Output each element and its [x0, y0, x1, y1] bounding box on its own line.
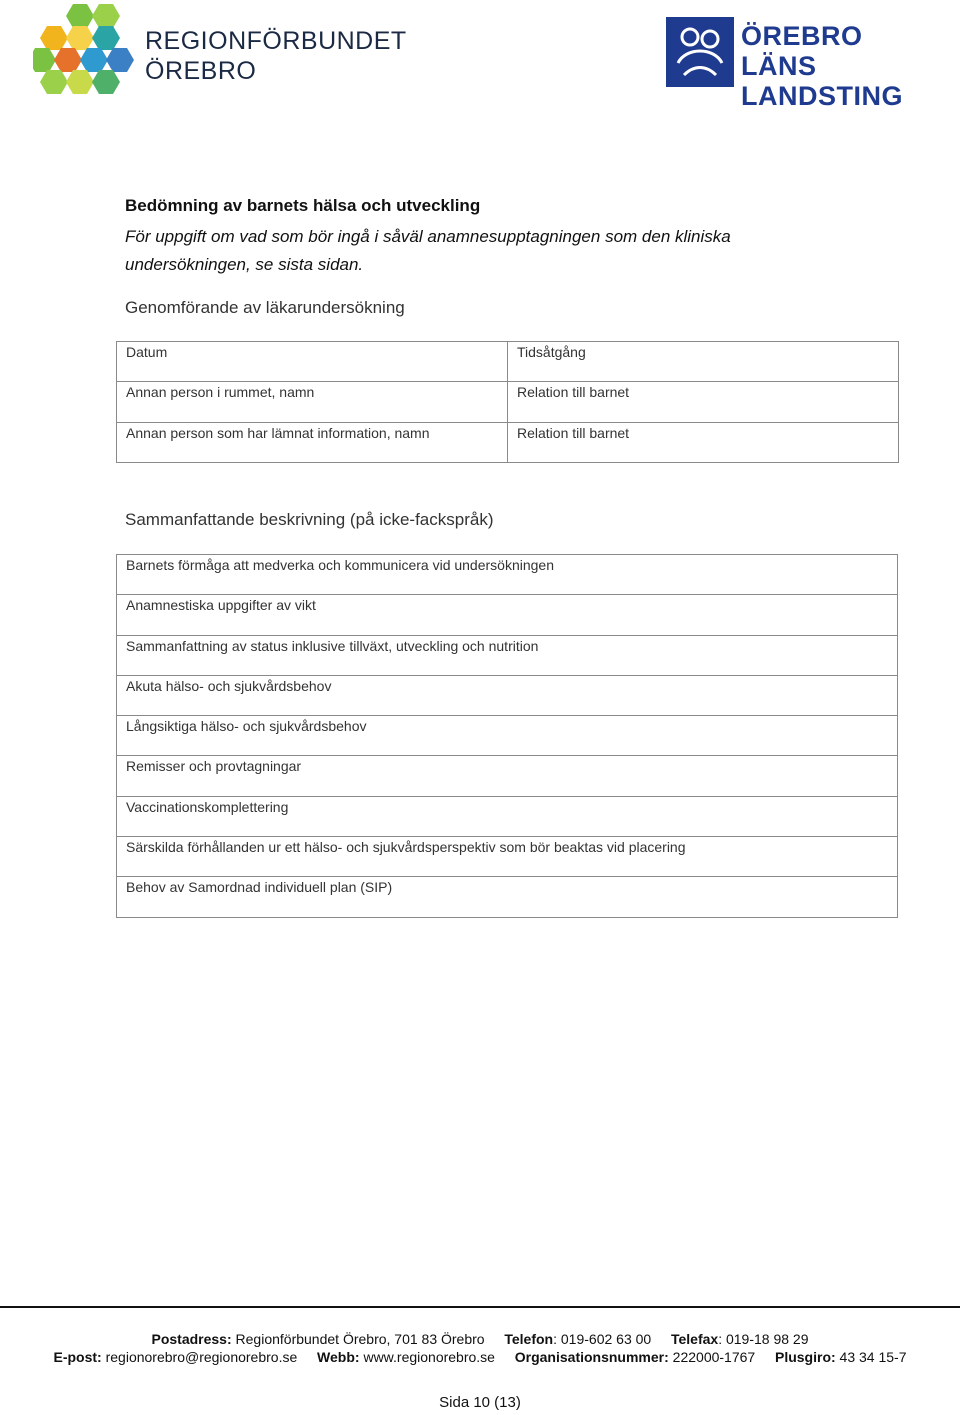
- table-row: [117, 595, 898, 635]
- form-field-relation-2[interactable]: Relation till barnet: [508, 422, 899, 462]
- table-row: [117, 877, 898, 917]
- table-row: [117, 796, 898, 836]
- form-field-relation-1[interactable]: Relation till barnet: [508, 382, 899, 422]
- form-field-vaccination[interactable]: Vaccinationskomplettering: [117, 796, 898, 836]
- intro-text: För uppgift om vad som bör ingå i såväl anamnesupptagningen som den kliniska undersökningen, se sista sidan.: [125, 227, 731, 274]
- page-number: Sida 10 (13): [439, 1394, 521, 1411]
- form-field-sarskilda-forhallanden[interactable]: Särskilda förhållanden ur ett hälso- och sjukvårdsperspektiv som bör beaktas vid placering: [117, 837, 898, 877]
- footer-orgnr-value: 222000-1767: [672, 1349, 756, 1365]
- footer-postadress-value: Regionförbundet Örebro, 701 83 Örebro: [235, 1331, 485, 1347]
- footer-webb-label: Webb:: [317, 1349, 360, 1365]
- footer-epost-label: E-post:: [53, 1349, 102, 1365]
- examination-info-table: [116, 341, 899, 463]
- orebro-lans-landsting-logo: [666, 17, 936, 111]
- form-field-status[interactable]: Sammanfattning av status inklusive tillväxt, utveckling och nutrition: [117, 635, 898, 675]
- section-title-lakarundersokning: Genomförande av läkarundersökning: [125, 298, 405, 317]
- form-field-langsiktiga-behov[interactable]: Långsiktiga hälso- och sjukvårdsbehov: [117, 716, 898, 756]
- footer-telefon-value: : 019-602 63 00: [553, 1331, 652, 1347]
- footer-orgnr-label: Organisationsnummer:: [514, 1349, 669, 1365]
- table-row: [117, 422, 899, 462]
- form-field-annan-person-namn[interactable]: Annan person i rummet, namn: [117, 382, 508, 422]
- footer-divider: [0, 1306, 960, 1308]
- footer-plusgiro-label: Plusgiro:: [774, 1349, 836, 1365]
- table-row: [117, 382, 899, 422]
- table-row: [117, 342, 899, 382]
- form-field-datum[interactable]: Datum: [117, 342, 508, 382]
- table-row: [117, 635, 898, 675]
- page-heading: Bedömning av barnets hälsa och utveckling: [125, 196, 481, 215]
- footer-epost-value[interactable]: regionorebro@regionorebro.se: [105, 1349, 298, 1365]
- footer-plusgiro-value: 43 34 15-7: [839, 1349, 907, 1365]
- form-field-informant-namn[interactable]: Annan person som har lämnat information, namn: [117, 422, 508, 462]
- form-field-tidsatgang[interactable]: Tidsåtgång: [508, 342, 899, 382]
- summary-table: [116, 554, 898, 918]
- footer-contact-line: [0, 1331, 960, 1347]
- regionforbundet-logo: [33, 2, 407, 98]
- form-field-medverkan[interactable]: Barnets förmåga att medverka och kommunicera vid undersökningen: [117, 555, 898, 595]
- footer-telefax-label: Telefax: [670, 1331, 719, 1347]
- landsting-emblem-icon: [666, 17, 734, 87]
- landsting-wordmark: ÖREBRO LÄNS LANDSTING: [741, 21, 903, 111]
- regionforbundet-wordmark: REGIONFÖRBUNDET ÖREBRO: [145, 27, 407, 85]
- table-row: [117, 675, 898, 715]
- footer-webb-value[interactable]: www.regionorebro.se: [363, 1349, 495, 1365]
- table-row: [117, 555, 898, 595]
- footer-telefax-value: : 019-18 98 29: [718, 1331, 809, 1347]
- form-field-anamnestiska[interactable]: Anamnestiska uppgifter av vikt: [117, 595, 898, 635]
- table-row: [117, 716, 898, 756]
- section-title-sammanfattande: Sammanfattande beskrivning (på icke-fackspråk): [125, 510, 494, 529]
- hexagon-cluster-icon: [33, 2, 135, 98]
- form-field-akuta-behov[interactable]: Akuta hälso- och sjukvårdsbehov: [117, 675, 898, 715]
- form-field-sip[interactable]: Behov av Samordnad individuell plan (SIP): [117, 877, 898, 917]
- table-row: [117, 837, 898, 877]
- footer-telefon-label: Telefon: [504, 1331, 554, 1347]
- footer-postadress-label: Postadress:: [151, 1331, 232, 1347]
- footer-web-line: [0, 1349, 960, 1365]
- table-row: [117, 756, 898, 796]
- form-field-remisser[interactable]: Remisser och provtagningar: [117, 756, 898, 796]
